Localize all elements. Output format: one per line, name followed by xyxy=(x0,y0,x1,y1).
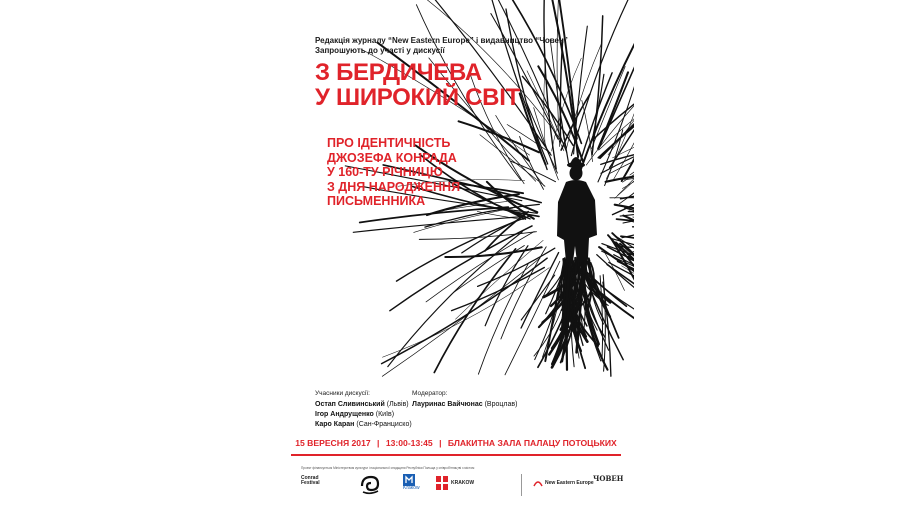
title-line-2: У ШИРОКИЙ СВІТ xyxy=(315,84,520,111)
moderator-name: Лауринас Вайчюнас xyxy=(412,401,483,408)
event-title xyxy=(315,60,520,110)
participant-city: (Сан-Франциско) xyxy=(356,421,412,428)
subtitle-line: ПИСЬМЕННИКА xyxy=(327,194,426,208)
subtitle-line: ПРО ІДЕНТИЧНІСТЬ xyxy=(327,136,451,150)
krakow-unesco-logo: KRAKOW xyxy=(436,476,474,490)
root-stroke xyxy=(360,207,509,222)
separator: | xyxy=(439,438,442,448)
event-venue: БЛАКИТНА ЗАЛА ПАЛАЦУ ПОТОЦЬКИХ xyxy=(447,438,617,448)
root-stroke xyxy=(521,275,555,320)
new-eastern-europe-logo: New Eastern Europe xyxy=(533,478,594,488)
root-stroke xyxy=(617,219,635,229)
conrad-festival-logo: Conrad Festival xyxy=(301,475,320,486)
root-stroke xyxy=(445,247,541,257)
root-stroke xyxy=(544,0,556,169)
participant-1 xyxy=(315,401,409,408)
event-date: 15 ВЕРЕСНЯ 2017 xyxy=(295,438,371,448)
participant-3 xyxy=(315,421,412,428)
choven-logo: ЧОВЕН xyxy=(593,474,624,483)
sponsor-logos xyxy=(301,474,624,498)
participant-name: Ігор Андрущенко xyxy=(315,411,374,418)
krakow-city-logo: Kraków xyxy=(403,474,420,491)
moderator xyxy=(412,401,517,408)
silhouette-figure xyxy=(557,157,597,262)
event-subtitle xyxy=(327,136,460,209)
intro-line-2: Запрошують до участі у дискусії xyxy=(315,46,445,55)
participant-name: Остап Сливинський xyxy=(315,401,385,408)
moderator-label: Модератор: xyxy=(412,390,448,397)
subtitle-line: З ДНЯ НАРОДЖЕННЯ xyxy=(327,179,461,194)
root-stroke xyxy=(613,107,635,158)
root-stroke xyxy=(566,44,601,151)
intro-text xyxy=(315,36,568,56)
separator: | xyxy=(377,438,380,448)
red-divider xyxy=(291,454,621,456)
swirl-mark-icon xyxy=(359,474,381,496)
root-stroke xyxy=(593,74,604,137)
moderator-city: (Вроцлав) xyxy=(484,401,518,408)
participant-name: Каро Каран xyxy=(315,421,355,428)
logo-divider xyxy=(521,474,522,496)
intro-line-1: Редакція журналу “New Eastern Europe” і видавництво “Човен” xyxy=(315,36,568,45)
subtitle-line: У 160-ТУ РІЧНИЦЮ xyxy=(327,165,443,179)
root-stroke xyxy=(619,73,634,204)
participant-2 xyxy=(315,411,394,418)
subtitle-line: ДЖОЗЕФА КОНРАДА xyxy=(327,150,457,165)
event-time: 13:00-13:45 xyxy=(385,438,433,448)
event-details xyxy=(291,438,621,448)
credits-text: Проект фінансується Міністерством культури і національної спадщини Республіки Польща у співробітництві з містом xyxy=(301,466,475,470)
root-stroke xyxy=(633,227,634,228)
participants-label: Учасники дискусії: xyxy=(315,390,370,397)
poster xyxy=(277,0,634,518)
root-stroke xyxy=(606,174,634,182)
title-line-1: З БЕРДИЧЕВА xyxy=(315,59,482,86)
participant-city: (Київ) xyxy=(375,411,395,418)
root-stroke xyxy=(512,0,582,143)
participant-city: (Львів) xyxy=(386,401,409,408)
